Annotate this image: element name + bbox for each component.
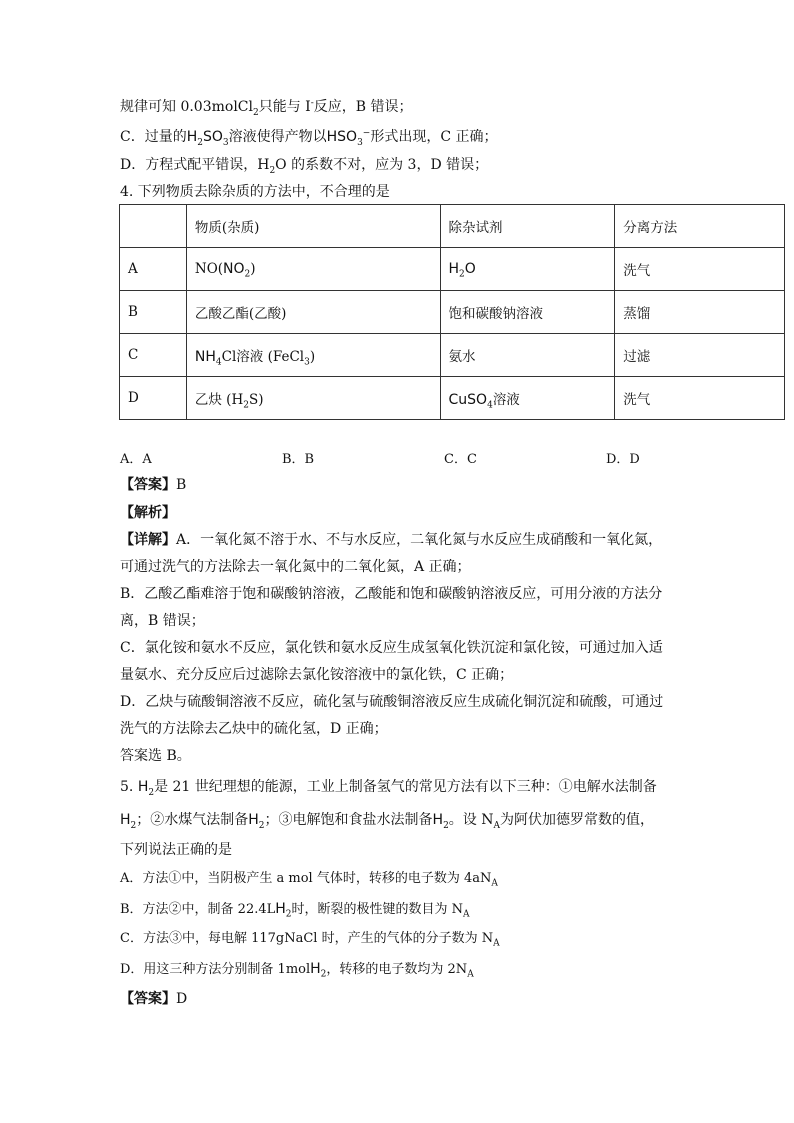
header-cell: 分离方法 (615, 205, 785, 248)
method-cell: 洗气 (615, 248, 785, 291)
substance-cell: 乙酸乙酯(乙酸) (186, 291, 440, 334)
row-label: A (120, 248, 187, 291)
q4-detail-line: 可通过洗气的方法除去一氧化氮中的二氧化氮，A 正确； (120, 559, 471, 575)
q3-line-1: 规律可知 0.03molCl$_2$只能与 I-反应，B 错误； (120, 98, 413, 118)
q4-answer (120, 475, 186, 495)
substance-cell: $NO(NO_2)$ (186, 248, 440, 291)
table-row (120, 377, 785, 420)
q5-option-b: B．方法②中，制备 $22.4LH_2$时，断裂的极性键的数目为 $N_A$ (120, 901, 470, 920)
q4-detail-line: B．乙酸乙酯难溶于饱和碳酸钠溶液，乙酸能和饱和碳酸钠溶液反应，可用分液的方法分 (120, 586, 663, 602)
q3-line-2: C．过量的$H_2SO_3$溶液使得产物以$HSO_3^-$形式出现，C 正确； (120, 128, 498, 148)
table-row (120, 291, 785, 334)
option-a: A．A (120, 452, 152, 467)
answer-value: B (176, 477, 187, 493)
q4-detail-line: D．乙炔与硫酸铜溶液不反应，硫化氢与硫酸铜溶液反应生成硫化铜沉淀和硫酸，可通过 (120, 694, 664, 710)
q5-stem-line-1: 5. $H_2$是 21 世纪理想的能源，工业上制备氢气的常见方法有以下三种：①电解水法制备 (120, 779, 657, 798)
option-b: B．B (282, 452, 315, 467)
q4-options (120, 448, 720, 468)
answer-tag: 【答案】 (120, 991, 176, 1007)
q4-detail-line: 离，B 错误； (120, 613, 205, 629)
method-cell: 洗气 (615, 377, 785, 420)
q5-option-a: A．方法①中，当阴极产生 a mol 气体时，转移的电子数为 $4aN_A$ (120, 871, 498, 889)
q4-detail-line: 答案选 B。 (120, 748, 191, 764)
q5-option-c: C．方法③中，每电解 117gNaCl 时，产生的气体的分子数为 $N_A$ (120, 931, 500, 949)
q4-stem: 4. 下列物质去除杂质的方法中，不合理的是 (120, 184, 390, 200)
table-row (120, 248, 785, 291)
option-d: D．D (606, 452, 640, 467)
row-label: C (120, 334, 187, 377)
q5-option-d: D．用这三种方法分别制备 1molH$_2$，转移的电子数均为 $2N_A$ (120, 961, 474, 980)
q5-stem-line-3: 下列说法正确的是 (120, 842, 232, 858)
substance-cell: $NH_4Cl$溶液 (FeCl$_3$) (186, 334, 440, 377)
q5-stem-line-2: $H_2$；②水煤气法制备$H_2$；③电解饱和食盐水法制备$H_2$。设 $N_A$为阿伏加德罗常数的值， (120, 812, 654, 831)
q3-line-3: D．方程式配平错误，$H_2O$ 的系数不对，应为 3，D 错误； (120, 157, 489, 176)
q4-detail-line: C．氯化铵和氨水不反应，氯化铁和氨水反应生成氢氧化铁沉淀和氯化铵，可通过加入适 (120, 640, 663, 656)
q4-table (119, 204, 785, 420)
q5-answer (120, 989, 187, 1009)
row-label: D (120, 377, 187, 420)
detail-tag: 【详解】 (120, 532, 176, 548)
reagent-cell: CuSO$_4$溶液 (440, 377, 615, 420)
table-row (120, 334, 785, 377)
option-c: C．C (444, 452, 477, 467)
answer-value: D (176, 991, 188, 1007)
method-cell: 过滤 (615, 334, 785, 377)
answer-tag: 【答案】 (120, 477, 176, 493)
q4-detail-line: 洗气的方法除去乙炔中的硫化氢，D 正确； (120, 721, 388, 737)
reagent-cell: $H_2O$ (440, 248, 615, 291)
method-cell: 蒸馏 (615, 291, 785, 334)
reagent-cell: 氨水 (440, 334, 615, 377)
table-header-row (120, 205, 785, 248)
header-cell: 除杂试剂 (440, 205, 615, 248)
q4-analysis-tag: 【解析】 (120, 505, 176, 521)
header-cell (120, 205, 187, 248)
row-label: B (120, 291, 187, 334)
q4-detail-line: 【详解】A．一氧化氮不溶于水、不与水反应，二氧化氮与水反应生成硝酸和一氧化氮， (120, 532, 663, 548)
q4-detail-line: 量氨水、充分反应后过滤除去氯化铵溶液中的氯化铁，C 正确； (120, 667, 514, 683)
reagent-cell: 饱和碳酸钠溶液 (440, 291, 615, 334)
header-cell: 物质(杂质) (186, 205, 440, 248)
substance-cell: 乙炔 $(H_2S)$ (186, 377, 440, 420)
